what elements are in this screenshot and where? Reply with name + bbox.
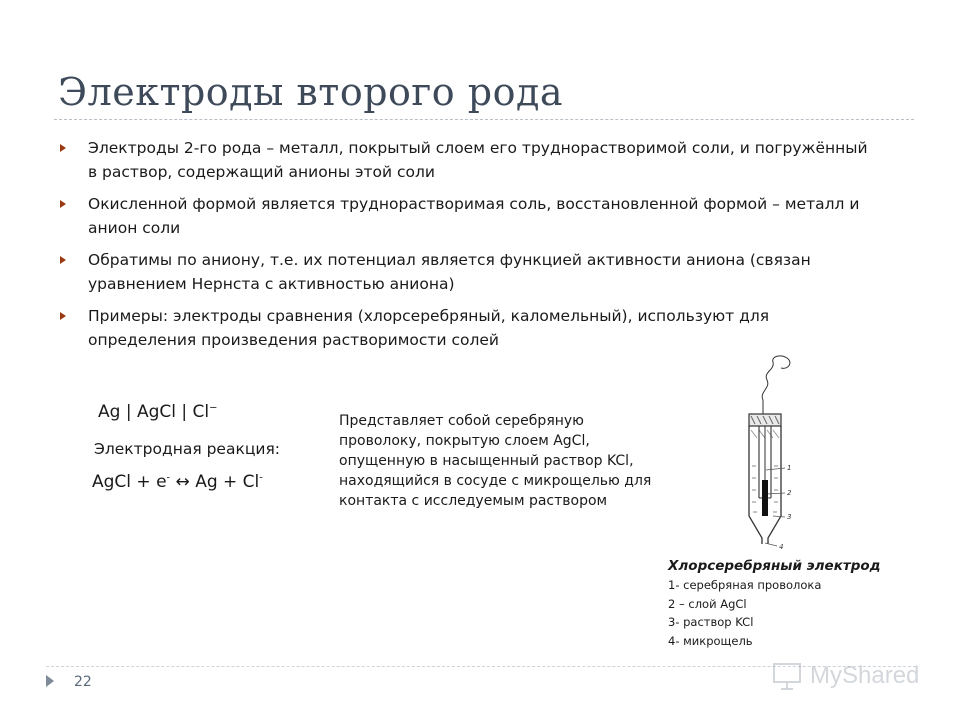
- figure-label-4: 4: [779, 543, 784, 551]
- figure-label-2: 2: [787, 489, 792, 497]
- bullet-arrow-icon: [60, 312, 66, 320]
- scheme-text: Ag | AgCl | Cl: [98, 402, 210, 422]
- page-number: 22: [74, 674, 92, 690]
- bullet-item: [58, 136, 878, 184]
- watermark-text: MyShared: [810, 662, 920, 689]
- figure-legend: [668, 556, 881, 650]
- legend-item: 4- микрощель: [668, 633, 753, 648]
- scheme-charge: −: [209, 402, 218, 414]
- slide-title: Электроды второго рода: [58, 70, 564, 114]
- legend-item: 2 – слой AgCl: [668, 596, 747, 611]
- bullet-arrow-icon: [60, 200, 66, 208]
- bullet-arrow-icon: [60, 144, 66, 152]
- reaction-label: Электродная реакция:: [94, 440, 280, 458]
- bullet-text: Электроды 2-го рода – металл, покрытый слоем его труднорастворимой соли, и погружённый в раствор, содержащий анионы этой соли: [88, 139, 868, 181]
- bullet-item: [58, 304, 878, 352]
- bullet-arrow-icon: [60, 256, 66, 264]
- reaction-left: AgCl + e: [92, 472, 167, 492]
- bullet-item: [58, 248, 878, 296]
- bullet-list: [58, 136, 878, 360]
- figure-label-1: 1: [787, 464, 792, 472]
- watermark: [770, 658, 930, 694]
- legend-item: 1- серебряная проволока: [668, 578, 822, 592]
- agcl-layer: [762, 480, 768, 516]
- bullet-item: [58, 192, 878, 240]
- title-divider: [54, 119, 914, 120]
- electrode-description: Представляет собой серебряную проволоку, покрытую слоем AgCl, опущенную в насыщенный раствор KCl, находящийся в сосуде с микрощелью для контакта с исследуемым раствором: [339, 413, 652, 509]
- chloride-charge: -: [259, 472, 263, 484]
- reaction-right: ↔ Ag + Cl: [170, 472, 260, 492]
- electrode-reaction: [92, 472, 263, 492]
- presentation-icon: [770, 658, 804, 692]
- figure-label-3: 3: [787, 513, 792, 521]
- bullet-text: Примеры: электроды сравнения (хлорсеребряный, каломельный), используют для определения произведения растворимости солей: [88, 307, 770, 349]
- electrode-diagram: [715, 348, 815, 553]
- electron-charge: -: [166, 472, 171, 484]
- bullet-text: Окисленной формой является труднорастворимая соль, восстановленной формой – металл и анион соли: [88, 195, 860, 237]
- bullet-text: Обратимы по аниону, т.е. их потенциал является функцией активности аниона (связан уравнением Нернста с активностью аниона): [88, 251, 811, 293]
- electrode-scheme: [98, 402, 218, 422]
- legend-title: Хлорсеребряный электрод: [668, 558, 881, 574]
- footer-arrow-icon: [46, 675, 54, 687]
- legend-item: 3- раствор KCl: [668, 615, 754, 629]
